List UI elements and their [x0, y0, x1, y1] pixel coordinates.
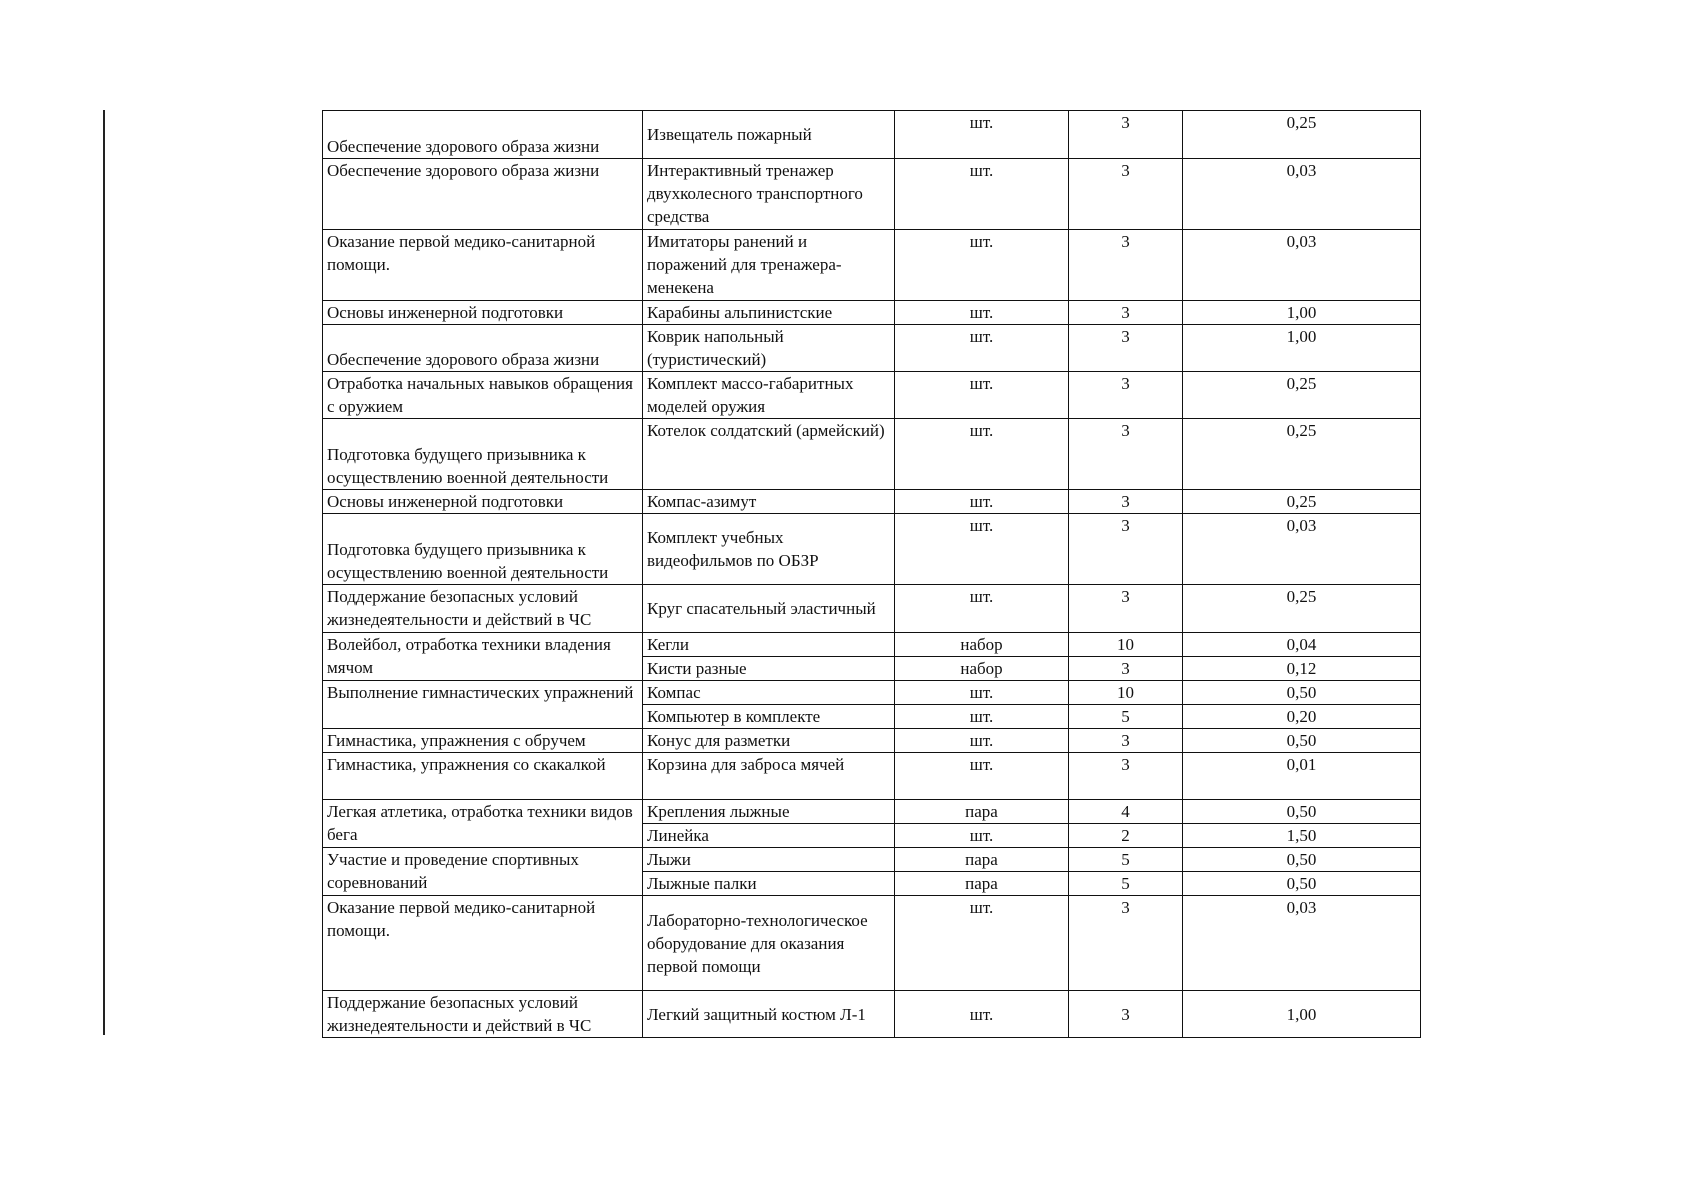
table-row	[323, 729, 1421, 753]
qty-cell: 3	[1069, 372, 1183, 419]
section-cell: Оказание первой медико-санитарной помощи.	[323, 230, 643, 301]
table-row	[323, 490, 1421, 514]
norm-cell: 1,00	[1183, 991, 1421, 1038]
section-cell: Обеспечение здорового образа жизни	[323, 111, 643, 159]
item-cell: Лыжи	[643, 848, 895, 872]
item-cell: Коврик напольный (туристический)	[643, 325, 895, 372]
table-row	[323, 372, 1421, 419]
unit-cell: шт.	[895, 419, 1069, 490]
item-cell: Компас	[643, 681, 895, 705]
norm-cell: 0,25	[1183, 111, 1421, 159]
table-row	[323, 325, 1421, 372]
table-row	[323, 514, 1421, 585]
norm-cell: 0,03	[1183, 159, 1421, 230]
table-row	[323, 633, 1421, 657]
qty-cell: 5	[1069, 705, 1183, 729]
section-cell: Обеспечение здорового образа жизни	[323, 325, 643, 372]
unit-cell: шт.	[895, 490, 1069, 514]
qty-cell: 5	[1069, 848, 1183, 872]
margin-line	[103, 110, 105, 1035]
norm-cell: 0,20	[1183, 705, 1421, 729]
norm-cell: 0,01	[1183, 753, 1421, 800]
item-cell: Лыжные палки	[643, 872, 895, 896]
item-cell: Комплект учебных видеофильмов по ОБЗР	[643, 514, 895, 585]
norm-cell: 1,00	[1183, 325, 1421, 372]
section-cell: Обеспечение здорового образа жизни	[323, 159, 643, 230]
section-cell: Оказание первой медико-санитарной помощи.	[323, 896, 643, 991]
unit-cell: пара	[895, 848, 1069, 872]
qty-cell: 3	[1069, 991, 1183, 1038]
item-cell: Конус для разметки	[643, 729, 895, 753]
item-cell: Корзина для заброса мячей	[643, 753, 895, 800]
unit-cell: пара	[895, 800, 1069, 824]
norm-cell: 0,50	[1183, 848, 1421, 872]
item-cell: Котелок солдатский (армейский)	[643, 419, 895, 490]
qty-cell: 3	[1069, 753, 1183, 800]
unit-cell: набор	[895, 633, 1069, 657]
equipment-table	[322, 110, 1421, 1038]
table-row	[323, 896, 1421, 991]
qty-cell: 3	[1069, 111, 1183, 159]
qty-cell: 10	[1069, 633, 1183, 657]
unit-cell: шт.	[895, 514, 1069, 585]
norm-cell: 1,00	[1183, 301, 1421, 325]
table-row	[323, 991, 1421, 1038]
norm-cell: 0,25	[1183, 419, 1421, 490]
qty-cell: 3	[1069, 159, 1183, 230]
item-cell: Компьютер в комплекте	[643, 705, 895, 729]
norm-cell: 0,03	[1183, 230, 1421, 301]
qty-cell: 3	[1069, 514, 1183, 585]
qty-cell: 5	[1069, 872, 1183, 896]
norm-cell: 0,25	[1183, 372, 1421, 419]
unit-cell: шт.	[895, 372, 1069, 419]
qty-cell: 3	[1069, 325, 1183, 372]
qty-cell: 10	[1069, 681, 1183, 705]
section-cell: Участие и проведение спортивных соревнований	[323, 848, 643, 896]
table-row	[323, 585, 1421, 633]
unit-cell: шт.	[895, 585, 1069, 633]
table-row	[323, 800, 1421, 824]
section-cell: Отработка начальных навыков обращения с оружием	[323, 372, 643, 419]
item-cell: Интерактивный тренажер двухколесного транспортного средства	[643, 159, 895, 230]
norm-cell: 0,04	[1183, 633, 1421, 657]
qty-cell: 3	[1069, 729, 1183, 753]
norm-cell: 0,50	[1183, 800, 1421, 824]
unit-cell: пара	[895, 872, 1069, 896]
qty-cell: 4	[1069, 800, 1183, 824]
unit-cell: шт.	[895, 325, 1069, 372]
section-cell: Волейбол, отработка техники владения мячом	[323, 633, 643, 681]
norm-cell: 0,50	[1183, 729, 1421, 753]
section-cell: Гимнастика, упражнения с обручем	[323, 729, 643, 753]
table-row	[323, 848, 1421, 872]
unit-cell: набор	[895, 657, 1069, 681]
item-cell: Круг спасательный эластичный	[643, 585, 895, 633]
table-row	[323, 230, 1421, 301]
unit-cell: шт.	[895, 159, 1069, 230]
table-row	[323, 111, 1421, 159]
norm-cell: 0,50	[1183, 872, 1421, 896]
item-cell: Карабины альпинистские	[643, 301, 895, 325]
unit-cell: шт.	[895, 991, 1069, 1038]
norm-cell: 0,25	[1183, 490, 1421, 514]
norm-cell: 0,03	[1183, 896, 1421, 991]
table-row	[323, 301, 1421, 325]
table-row	[323, 159, 1421, 230]
unit-cell: шт.	[895, 896, 1069, 991]
item-cell: Имитаторы ранений и поражений для тренажера-менекена	[643, 230, 895, 301]
section-cell: Поддержание безопасных условий жизнедеятельности и действий в ЧС	[323, 991, 643, 1038]
norm-cell: 0,25	[1183, 585, 1421, 633]
qty-cell: 3	[1069, 490, 1183, 514]
qty-cell: 3	[1069, 301, 1183, 325]
section-cell: Основы инженерной подготовки	[323, 490, 643, 514]
section-cell: Гимнастика, упражнения со скакалкой	[323, 753, 643, 800]
qty-cell: 3	[1069, 230, 1183, 301]
table-row	[323, 753, 1421, 800]
section-cell: Поддержание безопасных условий жизнедеятельности и действий в ЧС	[323, 585, 643, 633]
table-row	[323, 681, 1421, 705]
unit-cell: шт.	[895, 681, 1069, 705]
item-cell: Лабораторно-технологическое оборудование для оказания первой помощи	[643, 896, 895, 991]
qty-cell: 3	[1069, 585, 1183, 633]
norm-cell: 1,50	[1183, 824, 1421, 848]
item-cell: Кисти разные	[643, 657, 895, 681]
section-cell: Выполнение гимнастических упражнений	[323, 681, 643, 729]
unit-cell: шт.	[895, 111, 1069, 159]
unit-cell: шт.	[895, 753, 1069, 800]
unit-cell: шт.	[895, 230, 1069, 301]
unit-cell: шт.	[895, 824, 1069, 848]
section-cell: Основы инженерной подготовки	[323, 301, 643, 325]
norm-cell: 0,12	[1183, 657, 1421, 681]
norm-cell: 0,50	[1183, 681, 1421, 705]
unit-cell: шт.	[895, 301, 1069, 325]
section-cell: Подготовка будущего призывника к осуществлению военной деятельности	[323, 514, 643, 585]
unit-cell: шт.	[895, 729, 1069, 753]
item-cell: Комплект массо-габаритных моделей оружия	[643, 372, 895, 419]
unit-cell: шт.	[895, 705, 1069, 729]
item-cell: Кегли	[643, 633, 895, 657]
qty-cell: 3	[1069, 896, 1183, 991]
item-cell: Линейка	[643, 824, 895, 848]
section-cell: Подготовка будущего призывника к осуществлению военной деятельности	[323, 419, 643, 490]
norm-cell: 0,03	[1183, 514, 1421, 585]
qty-cell: 3	[1069, 657, 1183, 681]
qty-cell: 3	[1069, 419, 1183, 490]
table-row	[323, 419, 1421, 490]
qty-cell: 2	[1069, 824, 1183, 848]
item-cell: Легкий защитный костюм Л-1	[643, 991, 895, 1038]
item-cell: Извещатель пожарный	[643, 111, 895, 159]
item-cell: Компас-азимут	[643, 490, 895, 514]
item-cell: Крепления лыжные	[643, 800, 895, 824]
section-cell: Легкая атлетика, отработка техники видов бега	[323, 800, 643, 848]
